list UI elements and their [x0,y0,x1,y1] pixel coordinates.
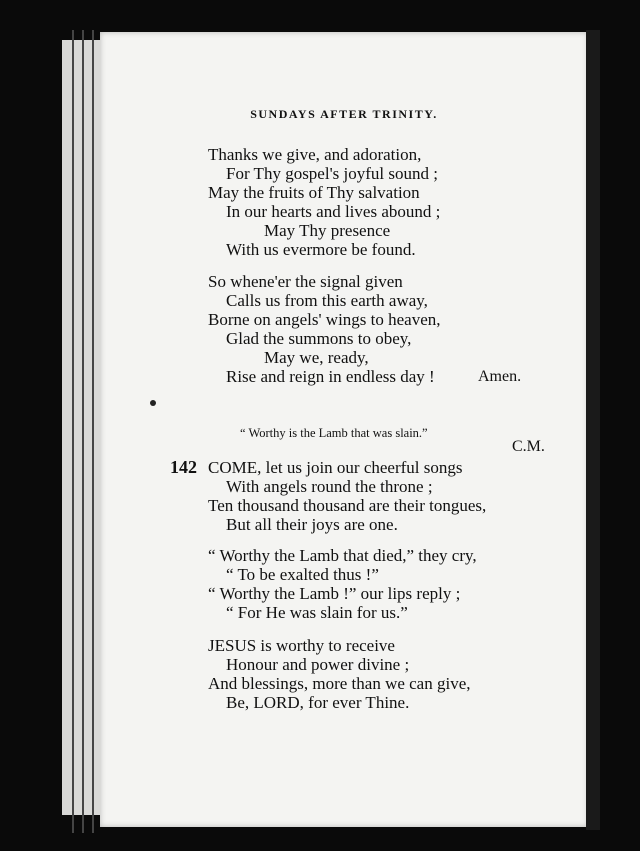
verse-line: With angels round the throne ; [226,477,433,496]
hymn-number: 142 [170,457,197,477]
book-page [100,32,588,827]
verse-line: May Thy presence [264,221,391,240]
verse-line: “ For He was slain for us.” [226,603,408,622]
page-edge-line [82,30,84,833]
verse-line: “ Worthy the Lamb that died,” they cry, [208,546,477,565]
verse-line: Rise and reign in endless day ! [226,367,435,386]
verse-line: So whene'er the signal given [208,272,403,291]
verse-line: COME, let us join our cheerful songs [208,458,463,477]
verse-line: Calls us from this earth away, [226,291,428,310]
hymn-meter: C.M. [512,438,545,455]
verse-line: Ten thousand thousand are their tongues, [208,496,487,515]
verse-line: Honour and power divine ; [226,655,410,674]
verse-line: JESUS is worthy to receive [208,636,395,655]
verse-line: Be, LORD, for ever Thine. [226,693,410,712]
verse-line: But all their joys are one. [226,515,398,534]
page-edge-line [72,30,74,833]
ink-spot [150,400,156,406]
verse-line: And blessings, more than we can give, [208,674,471,693]
page-edge-line [92,30,94,833]
verse-line: “ Worthy the Lamb !” our lips reply ; [208,584,461,603]
verse-line: Thanks we give, and adoration, [208,145,422,164]
verse-line: In our hearts and lives abound ; [226,202,441,221]
verse-line: May we, ready, [264,348,369,367]
running-header: SUNDAYS AFTER TRINITY. [250,107,438,121]
verse-line: Glad the summons to obey, [226,329,412,348]
verse-line: “ To be exalted thus !” [226,565,379,584]
gutter-shadow [586,30,600,830]
verse-line: Borne on angels' wings to heaven, [208,310,441,329]
amen: Amen. [478,368,522,385]
verse-line: With us evermore be found. [226,240,416,259]
hymn-epigraph: “ Worthy is the Lamb that was slain.” [240,426,428,440]
verse-line: For Thy gospel's joyful sound ; [226,164,438,183]
verse-line: May the fruits of Thy salvation [208,183,420,202]
